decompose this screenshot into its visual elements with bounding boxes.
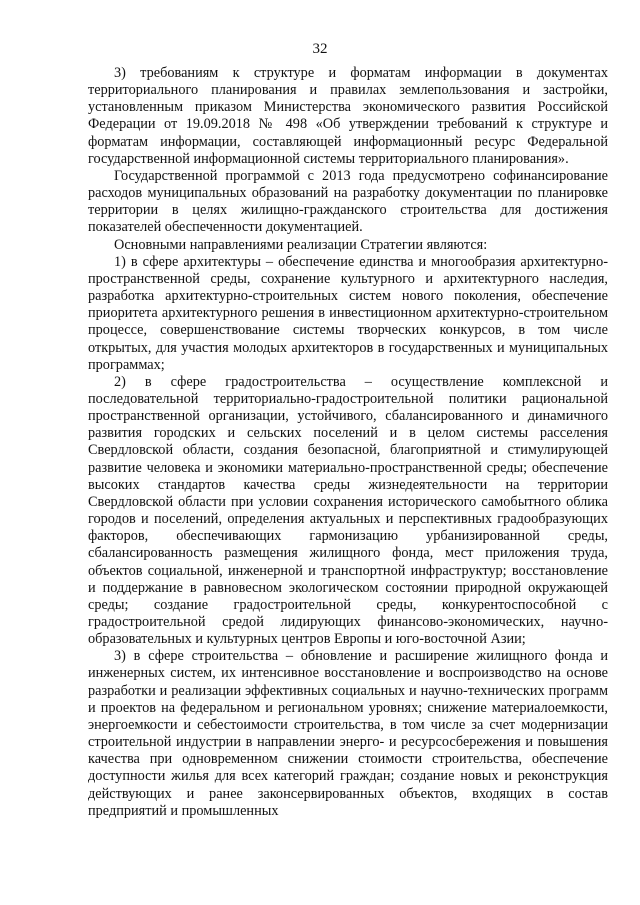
paragraph-urban-planning: 2) в сфере градостроительства – осуществление комплексной и последовательной территориально-градостроительной политики рациональной пространственной организации, устойчивого, сбалансированного и динамичного развития городских и сельских поселений и в целом системы расселения Свердловской области, создания безопасной, благоприятной и стимулирующей развитие человека и экономики материально-пространственной среды; обеспечение высоких стандартов качества среды жизнедеятельности на территории Свердловской области при условии сохранения исторического самобытного облика городов и поселений, определения актуальных и перспективных градообразующих факторов, обеспечивающих гармонизацию урбанизированной среды, сбалансированность размещения жилищного фонда, мест приложения труда, объектов социальной, инженерной и транспортной инфраструктур; восстановление и поддержание в равновесном экологическом состоянии природной окружающей среды; создание градостроительной среды, конкурентоспособной с градостроительной средой лидирующих финансово-экономических, научно-образовательных и культурных центров Европы и юго-восточной Азии; bbox=[88, 373, 608, 648]
paragraph-state-program: Государственной программой с 2013 года предусмотрено софинансирование расходов муниципальных образований на разработку документации по планировке территории в целях жилищно-гражданского строительства для достижения показателей обеспеченности документацией. bbox=[88, 167, 608, 236]
paragraph-architecture: 1) в сфере архитектуры – обеспечение единства и многообразия архитектурно- пространственной среды, сохранение культурного и архитектурного наследия, разработка архитектурно-строительных систем нового поколения, обеспечение приоритета архитектурного решения в инвестиционном архитектурно-строительном процессе, совершенствование системы творческих конкурсов, в том числе открытых, для участия молодых архитекторов в государственных и муниципальных программах; bbox=[88, 253, 608, 373]
document-body bbox=[88, 65, 608, 820]
paragraph-directions-intro: Основными направлениями реализации Стратегии являются: bbox=[114, 236, 488, 253]
paragraph-construction: 3) в сфере строительства – обновление и расширение жилищного фонда и инженерных систем, их интенсивное восстановление и воспроизводство на основе разработки и реализации эффективных социальных и научно-технических программ и проектов на федеральном и региональном уровнях; снижение материалоемкости, энергоемкости и себестоимости строительства, в том числе за счет модернизации строительной индустрии в направлении энерго- и ресурсосбережения и повышения качества при одновременном снижении стоимости строительства, обеспечение доступности жилья для всех категорий граждан; создание новых и реконструкция действующих и ранее законсервированных объектов, входящих в состав предприятий и промышленных bbox=[88, 648, 608, 819]
paragraph-requirements: 3) требованиям к структуре и форматам информации в документах территориального планирования и правилах землепользования и застройки, установленным приказом Министерства экономического развития Российской Федерации от 19.09.2018 № 498 «Об утверждении требований к структуре и форматам информации, составляющей информационный ресурс Федеральной государственной информационной системы территориального планирования». bbox=[88, 65, 608, 167]
page-number: 32 bbox=[312, 41, 328, 57]
